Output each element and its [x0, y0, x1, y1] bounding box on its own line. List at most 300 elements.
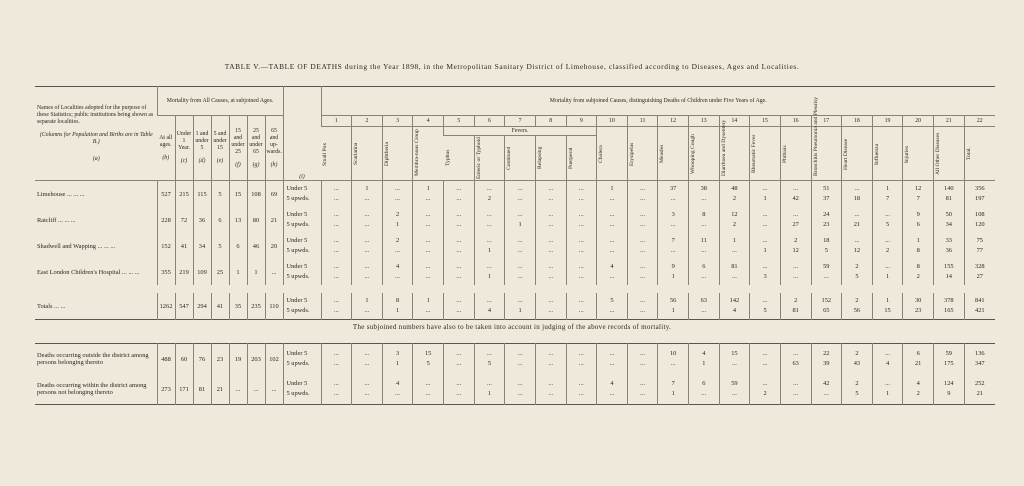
age-value: 108 [247, 181, 265, 208]
age-value: 547 [175, 293, 193, 320]
table-row [35, 259, 995, 285]
cause-value [597, 181, 628, 208]
cause-value [352, 293, 383, 320]
under-5-value: 2 [855, 350, 859, 357]
age-value: 25 [211, 259, 229, 285]
cause-value [413, 181, 444, 208]
under-5-value: ... [487, 237, 492, 244]
upwards-value: ... [548, 221, 554, 228]
under-5-value: 33 [945, 237, 952, 244]
under-5-value: ... [548, 211, 554, 218]
under-5-value: ... [548, 237, 554, 244]
under-5-value: ... [578, 350, 584, 357]
cause-label: Diphtheria [383, 141, 390, 166]
cause-number: 11 [627, 116, 658, 127]
cause-value [780, 207, 811, 233]
cause-value [321, 207, 352, 233]
age-value: 527 [157, 181, 175, 208]
age-value: 171 [175, 374, 193, 405]
cause-value [719, 293, 750, 320]
age-col-label: 25 and under 65 [249, 127, 263, 155]
under-5-value: 2 [794, 297, 798, 304]
cause-value [505, 207, 536, 233]
cause-number: 8 [535, 116, 566, 127]
upwards-value: ... [333, 307, 339, 314]
cause-value [719, 233, 750, 259]
under-5-value: ... [609, 350, 615, 357]
cause-value [321, 374, 352, 405]
table-row [35, 181, 995, 208]
cause-value [505, 259, 536, 285]
cause-value [474, 259, 505, 285]
age-5-upwards: 5 upwds. [286, 273, 310, 280]
cause-value [658, 259, 689, 285]
age-group [283, 233, 321, 259]
upwards-value: 14 [945, 273, 952, 280]
under-5-value: ... [885, 237, 890, 244]
under-5-value: ... [425, 380, 431, 387]
cause-value [719, 181, 750, 208]
under-5-value: 2 [395, 237, 400, 244]
cause-value [474, 181, 505, 208]
cause-number: 14 [719, 116, 750, 127]
cause-number: 13 [689, 116, 720, 127]
upwards-value: ... [395, 273, 400, 280]
cause-value [872, 233, 903, 259]
upwards-value: ... [640, 247, 645, 254]
under-5-value: 63 [700, 297, 707, 304]
cause-number: 5 [444, 116, 475, 127]
cause-value [780, 344, 811, 375]
cause-value [964, 259, 995, 285]
age-value: 488 [157, 344, 175, 375]
under-5-value: ... [487, 350, 492, 357]
age-value: 15 [229, 181, 247, 208]
cause-header [627, 127, 658, 181]
cause-value [505, 293, 536, 320]
upwards-value: ... [456, 360, 462, 367]
age-col-letter: (d) [198, 158, 206, 164]
cause-value [505, 181, 536, 208]
under-5-value: ... [793, 350, 799, 357]
cause-value [719, 374, 750, 405]
cause-value [444, 344, 475, 375]
age-value: 21 [265, 207, 283, 233]
cause-header [321, 127, 352, 181]
under-5-value: 328 [975, 263, 985, 270]
localities-header [35, 87, 157, 181]
under-5-value: 2 [395, 211, 400, 218]
under-5-value: 3 [395, 350, 400, 357]
cause-value [811, 259, 842, 285]
upwards-value: ... [640, 221, 645, 228]
cause-number: 7 [505, 116, 536, 127]
cause-value [719, 207, 750, 233]
under-5-value: ... [517, 211, 523, 218]
under-5-value: ... [793, 185, 799, 192]
under-5-value: ... [425, 263, 431, 270]
age-value: 5 [211, 233, 229, 259]
upwards-value: 1 [702, 360, 706, 367]
cause-header [658, 127, 689, 181]
cause-header [750, 127, 781, 181]
age-5-upwards: 5 upwds. [286, 390, 310, 397]
upwards-value: ... [456, 273, 462, 280]
under-5-value: ... [885, 380, 890, 387]
upwards-value: ... [609, 195, 615, 202]
cause-value [964, 374, 995, 405]
upwards-value: 21 [976, 390, 983, 397]
cause-value [689, 233, 720, 259]
upwards-value: ... [548, 273, 554, 280]
cause-label: Measles [659, 144, 666, 163]
cause-value [934, 293, 965, 320]
upwards-value: 21 [914, 360, 922, 367]
cause-value [352, 207, 383, 233]
upwards-value: ... [425, 307, 431, 314]
cause-value [382, 344, 413, 375]
upwards-value: ... [823, 390, 829, 397]
cause-value [872, 181, 903, 208]
under-5-value: ... [487, 185, 492, 192]
under-5-value: 37 [669, 185, 677, 192]
cause-number: 18 [842, 116, 873, 127]
cause-value [658, 344, 689, 375]
cause-value [842, 259, 873, 285]
cause-value [413, 374, 444, 405]
under-5-value: 38 [700, 185, 707, 192]
upwards-value: ... [640, 390, 645, 397]
under-5-value: ... [885, 211, 890, 218]
under-5-value: ... [456, 211, 462, 218]
age-group [283, 207, 321, 233]
cause-value [872, 293, 903, 320]
upwards-value: ... [578, 273, 584, 280]
cause-value [750, 207, 781, 233]
upwards-value: 18 [853, 195, 861, 202]
cause-number: 6 [474, 116, 505, 127]
cause-value [903, 207, 934, 233]
upwards-value: ... [640, 273, 645, 280]
upwards-value: 21 [853, 221, 861, 228]
upwards-value: 42 [792, 195, 799, 202]
cause-number: 4 [413, 116, 444, 127]
under-5-value: 136 [975, 350, 985, 357]
cause-value [750, 344, 781, 375]
age-under-5: Under 5 [286, 350, 308, 357]
age-col-letter: (c) [180, 158, 188, 164]
under-5-value: ... [333, 380, 339, 387]
cause-value [658, 374, 689, 405]
cause-label: Phthisis [781, 144, 788, 163]
cause-value [566, 181, 597, 208]
age-5-upwards: 5 upwds. [286, 247, 310, 254]
upwards-value: 421 [975, 307, 985, 314]
age-value: 41 [211, 293, 229, 320]
cause-number: 3 [382, 116, 413, 127]
age-value: 80 [247, 207, 265, 233]
under-5-value: ... [364, 211, 370, 218]
cause-value [413, 207, 444, 233]
age-value: ... [247, 374, 265, 405]
cause-value [352, 374, 383, 405]
upwards-value: 23 [914, 307, 922, 314]
upwards-value: ... [578, 360, 584, 367]
upwards-value: 63 [792, 360, 799, 367]
upwards-value: ... [609, 273, 615, 280]
cause-value [842, 207, 873, 233]
upwards-value: 37 [823, 195, 830, 202]
cause-label: Whooping Cough [690, 133, 696, 174]
upwards-value: ... [517, 360, 523, 367]
under-5-value: ... [885, 350, 890, 357]
upwards-value: ... [395, 247, 400, 254]
cause-label: Small Pox [322, 141, 328, 166]
age-col-header [229, 116, 247, 181]
age-value: 235 [247, 293, 265, 320]
under-5-value: 1 [365, 297, 369, 304]
under-5-value: ... [640, 211, 645, 218]
upwards-value: ... [456, 247, 462, 254]
under-5-value: ... [517, 185, 523, 192]
cause-header [352, 127, 383, 181]
upwards-value: 12 [792, 247, 799, 254]
cause-value [780, 374, 811, 405]
under-5-value: 1 [426, 297, 430, 304]
upwards-value: 1 [487, 390, 492, 397]
cause-number: 9 [566, 116, 597, 127]
under-5-value: 1 [732, 237, 737, 244]
cause-value [382, 293, 413, 320]
cause-value [689, 259, 720, 285]
upwards-value: ... [670, 221, 676, 228]
upwards-value: ... [364, 390, 370, 397]
cause-value [505, 374, 536, 405]
age-value: 102 [265, 344, 283, 375]
cause-label: Enteric or Typhoid [475, 136, 482, 180]
under-5-value: ... [640, 237, 645, 244]
cause-header [382, 127, 413, 181]
cause-value [750, 233, 781, 259]
under-5-value: 7 [671, 237, 675, 244]
upwards-value: 39 [823, 360, 830, 367]
table-title: TABLE V.—TABLE OF DEATHS during the Year 1898, in the Metropolitan Sanitary District of Limehouse, classified according to Diseases, Ages and Localities. [224, 62, 800, 71]
cause-value [505, 344, 536, 375]
age-group [283, 181, 321, 208]
upwards-value: ... [364, 195, 370, 202]
upwards-value: 197 [975, 195, 985, 202]
cause-value [382, 181, 413, 208]
cause-label: Puerperal [567, 147, 574, 169]
upwards-value: 5 [855, 390, 859, 397]
under-5-value: 18 [823, 237, 830, 244]
upwards-value: 1 [763, 195, 767, 202]
age-col-label: At all ages. [159, 134, 173, 148]
localities-note: (Columns for Population and Births are in Table B.) [39, 131, 153, 145]
age-col-label: 65 and up-wards. [266, 127, 282, 155]
under-5-value: 56 [669, 297, 677, 304]
upwards-value: ... [456, 221, 462, 228]
cause-label: Heart Disease [843, 137, 850, 170]
cause-value [535, 259, 566, 285]
upwards-value: ... [364, 273, 370, 280]
locality-name: Totals ... ... [37, 302, 66, 310]
age-5-upwards: 5 upwds. [286, 360, 310, 367]
upwards-value: ... [609, 307, 615, 314]
cause-header [842, 127, 873, 181]
cause-value [934, 181, 965, 208]
age-value: 273 [157, 374, 175, 405]
upwards-value: ... [333, 273, 339, 280]
cause-value [566, 259, 597, 285]
cause-value [535, 207, 566, 233]
cause-value [627, 181, 658, 208]
fevers-header: Fevers. [444, 127, 597, 136]
age-under-5: Under 5 [286, 380, 308, 387]
under-5-value: 59 [823, 263, 830, 270]
cause-header [934, 127, 965, 181]
cause-label: Scarlatina [353, 142, 360, 165]
cause-value [750, 259, 781, 285]
cause-value [627, 293, 658, 320]
under-5-value: ... [885, 263, 890, 270]
cause-value [811, 207, 842, 233]
upwards-value: 81 [792, 307, 799, 314]
spacer-cell [35, 285, 995, 293]
cause-value [566, 374, 597, 405]
age-col-header [193, 116, 211, 181]
cause-value [597, 374, 628, 405]
age-col-header [175, 116, 193, 181]
cause-value [842, 233, 873, 259]
under-5-value: 59 [731, 380, 738, 387]
cause-value [658, 293, 689, 320]
cause-value [964, 233, 995, 259]
age-value: 34 [193, 233, 211, 259]
upwards-value: ... [487, 221, 492, 228]
under-5-value: ... [456, 350, 462, 357]
under-5-value: ... [854, 185, 860, 192]
cause-label: Typhus [444, 149, 451, 167]
upwards-value: 81 [945, 195, 952, 202]
totals-row [35, 293, 995, 320]
subjoined-row [35, 344, 995, 375]
upwards-value: ... [640, 360, 645, 367]
under-5-value: 2 [855, 263, 859, 270]
cause-value [535, 181, 566, 208]
cause-value [413, 233, 444, 259]
cause-number: 15 [750, 116, 781, 127]
upwards-value: ... [456, 195, 462, 202]
age-col-label: Under 1 Year. [176, 131, 192, 151]
under-5-value: ... [640, 185, 645, 192]
upwards-value: ... [701, 307, 707, 314]
cause-value [474, 344, 505, 375]
upwards-value: 7 [916, 195, 920, 202]
cause-label: Influenza [873, 142, 880, 165]
locality-name: East London Children's Hospital ... ... ... [37, 268, 140, 276]
under-5-value: 1 [885, 185, 890, 192]
age-col-letter: (b) [162, 154, 170, 161]
under-5-value: 8 [702, 211, 706, 218]
under-5-value: ... [578, 237, 584, 244]
under-5-value: 124 [944, 380, 954, 387]
age-5-upwards: 5 upwds. [286, 221, 310, 228]
cause-value [444, 207, 475, 233]
under-5-value: 4 [610, 263, 614, 270]
upwards-value: ... [762, 360, 768, 367]
cause-value [321, 293, 352, 320]
age-col-header [247, 116, 265, 181]
cause-value [689, 344, 720, 375]
cause-label: Total. [965, 147, 972, 160]
cause-value [903, 293, 934, 320]
under-5-value: ... [333, 211, 339, 218]
cause-value [934, 207, 965, 233]
under-5-value: ... [609, 237, 615, 244]
cause-value [535, 233, 566, 259]
under-5-value: 10 [669, 350, 677, 357]
under-5-value: ... [487, 263, 492, 270]
upwards-value: 5 [763, 307, 767, 314]
under-5-value: 142 [729, 297, 740, 304]
cause-number: 16 [780, 116, 811, 127]
upwards-value: ... [732, 390, 737, 397]
mortality-all-header: Mortality from All Causes, at subjoined Ages. [157, 87, 283, 116]
under-5-value: 2 [794, 237, 798, 244]
age-value: 152 [157, 233, 175, 259]
upwards-value: 1 [395, 221, 400, 228]
upwards-value: ... [517, 390, 523, 397]
upwards-value: ... [517, 195, 523, 202]
age-value: 20 [265, 233, 283, 259]
cause-value [535, 374, 566, 405]
age-value: 19 [229, 344, 247, 375]
upwards-value: ... [578, 195, 584, 202]
upwards-value: ... [670, 195, 676, 202]
cause-value [474, 293, 505, 320]
under-5-value: 6 [702, 263, 706, 270]
under-5-value: 378 [944, 297, 954, 304]
localities-letter: (a) [92, 155, 100, 162]
upwards-value: ... [333, 247, 339, 254]
cause-value [444, 233, 475, 259]
cause-value [597, 233, 628, 259]
under-5-value: ... [762, 263, 768, 270]
under-5-value: ... [517, 297, 523, 304]
age-value: 46 [247, 233, 265, 259]
cause-value [597, 207, 628, 233]
localities-header-text: Names of Localities adopted for the purpose of these Statistics; public institutions being shown as separate localities. [37, 104, 154, 125]
cause-value [872, 344, 903, 375]
age-5-upwards: 5 upwds. [286, 195, 310, 202]
age-col-label: 15 and under 25 [231, 127, 245, 155]
locality-name: Shadwell and Wapping ... ... ... [37, 242, 116, 250]
age-value: ... [265, 374, 283, 405]
age-value: 1 [247, 259, 265, 285]
cause-value [811, 181, 842, 208]
cause-label: Injuries [904, 144, 911, 163]
under-5-value: ... [548, 297, 554, 304]
under-5-value: 50 [945, 211, 952, 218]
cause-value [689, 374, 720, 405]
under-5-value: 2 [855, 297, 859, 304]
fever-cause-header [444, 136, 475, 181]
cause-value [566, 233, 597, 259]
under-5-value: ... [333, 350, 339, 357]
under-5-value: 51 [823, 185, 830, 192]
age-value: 81 [193, 374, 211, 405]
